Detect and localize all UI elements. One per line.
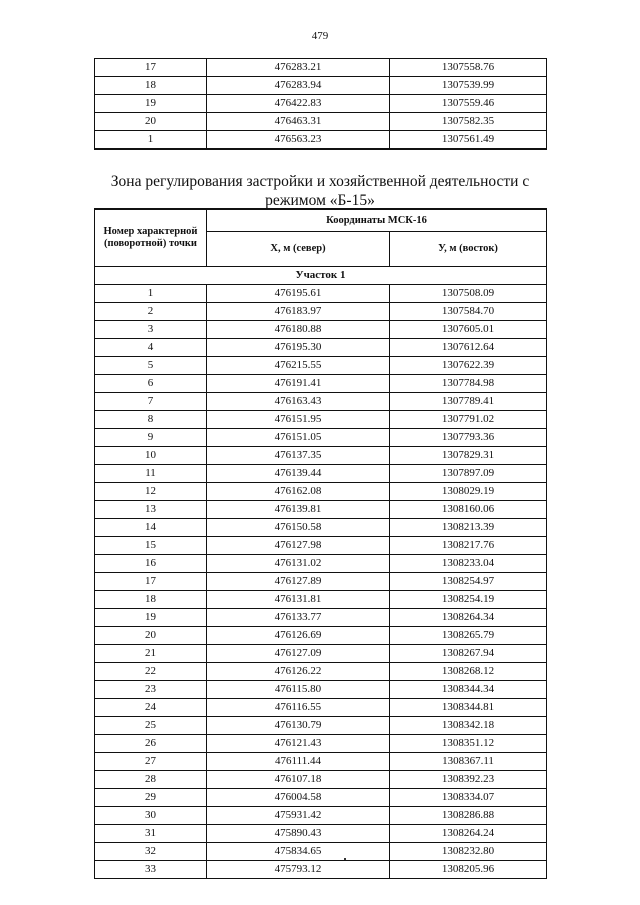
x-coordinate-cell: 476191.41 <box>207 375 390 393</box>
y-coordinate-cell: 1307582.35 <box>390 113 547 131</box>
x-coordinate-cell: 476163.43 <box>207 393 390 411</box>
point-number-cell: 6 <box>95 375 207 393</box>
table-row <box>95 771 547 789</box>
x-coordinate-cell: 476004.58 <box>207 789 390 807</box>
point-number-cell: 7 <box>95 393 207 411</box>
header-coordinates: Координаты МСК-16 <box>207 209 547 232</box>
y-coordinate-cell: 1308233.04 <box>390 555 547 573</box>
y-coordinate-cell: 1307789.41 <box>390 393 547 411</box>
point-number-cell: 22 <box>95 663 207 681</box>
point-number-cell: 1 <box>95 131 207 150</box>
y-coordinate-cell: 1308205.96 <box>390 861 547 879</box>
x-coordinate-cell: 476126.69 <box>207 627 390 645</box>
x-coordinate-cell: 476139.81 <box>207 501 390 519</box>
table-row <box>95 555 547 573</box>
y-coordinate-cell: 1308367.11 <box>390 753 547 771</box>
point-number-cell: 11 <box>95 465 207 483</box>
point-number-cell: 31 <box>95 825 207 843</box>
y-coordinate-cell: 1308334.07 <box>390 789 547 807</box>
y-coordinate-cell: 1308392.23 <box>390 771 547 789</box>
table-row <box>95 303 547 321</box>
point-number-cell: 19 <box>95 95 207 113</box>
point-number-cell: 12 <box>95 483 207 501</box>
x-coordinate-cell: 476215.55 <box>207 357 390 375</box>
point-number-cell: 13 <box>95 501 207 519</box>
y-coordinate-cell: 1307829.31 <box>390 447 547 465</box>
point-number-cell: 21 <box>95 645 207 663</box>
y-coordinate-cell: 1308160.06 <box>390 501 547 519</box>
table-row <box>95 285 547 303</box>
y-coordinate-cell: 1307508.09 <box>390 285 547 303</box>
table-row <box>95 645 547 663</box>
section-row <box>95 267 547 285</box>
y-coordinate-cell: 1308344.81 <box>390 699 547 717</box>
y-coordinate-cell: 1308342.18 <box>390 717 547 735</box>
top-table-body <box>95 59 547 150</box>
x-coordinate-cell: 476151.95 <box>207 411 390 429</box>
table-row <box>95 843 547 861</box>
point-number-cell: 27 <box>95 753 207 771</box>
table-row <box>95 59 547 77</box>
table-row <box>95 393 547 411</box>
x-coordinate-cell: 476131.81 <box>207 591 390 609</box>
table-row <box>95 681 547 699</box>
x-coordinate-cell: 476195.61 <box>207 285 390 303</box>
header-point-number: Номер характерной (поворотной) точки <box>95 209 207 267</box>
x-coordinate-cell: 476127.98 <box>207 537 390 555</box>
point-number-cell: 26 <box>95 735 207 753</box>
point-number-cell: 3 <box>95 321 207 339</box>
point-number-cell: 4 <box>95 339 207 357</box>
point-number-cell: 29 <box>95 789 207 807</box>
y-coordinate-cell: 1308344.34 <box>390 681 547 699</box>
y-coordinate-cell: 1307558.76 <box>390 59 547 77</box>
x-coordinate-cell: 476195.30 <box>207 339 390 357</box>
point-number-cell: 28 <box>95 771 207 789</box>
x-coordinate-cell: 476563.23 <box>207 131 390 150</box>
point-number-cell: 23 <box>95 681 207 699</box>
point-number-cell: 5 <box>95 357 207 375</box>
x-coordinate-cell: 476126.22 <box>207 663 390 681</box>
y-coordinate-cell: 1308265.79 <box>390 627 547 645</box>
point-number-cell: 10 <box>95 447 207 465</box>
y-coordinate-cell: 1308286.88 <box>390 807 547 825</box>
x-coordinate-cell: 476121.43 <box>207 735 390 753</box>
table-row <box>95 717 547 735</box>
x-coordinate-cell: 476162.08 <box>207 483 390 501</box>
table-row <box>95 447 547 465</box>
x-coordinate-cell: 476180.88 <box>207 321 390 339</box>
table-row <box>95 753 547 771</box>
header-y-east: У, м (восток) <box>390 232 547 267</box>
point-number-cell: 8 <box>95 411 207 429</box>
point-number-cell: 24 <box>95 699 207 717</box>
table-row <box>95 807 547 825</box>
table-row <box>95 861 547 879</box>
y-coordinate-cell: 1308268.12 <box>390 663 547 681</box>
main-coordinates-table <box>94 208 547 879</box>
x-coordinate-cell: 476139.44 <box>207 465 390 483</box>
page-number: 479 <box>311 30 329 42</box>
x-coordinate-cell: 476183.97 <box>207 303 390 321</box>
table-row <box>95 627 547 645</box>
y-coordinate-cell: 1308267.94 <box>390 645 547 663</box>
table-row <box>95 663 547 681</box>
table-row <box>95 131 547 150</box>
y-coordinate-cell: 1307784.98 <box>390 375 547 393</box>
header-x-north: Х, м (север) <box>207 232 390 267</box>
point-number-cell: 17 <box>95 59 207 77</box>
x-coordinate-cell: 476130.79 <box>207 717 390 735</box>
top-coordinates-table <box>94 58 547 150</box>
x-coordinate-cell: 476283.94 <box>207 77 390 95</box>
table-row <box>95 429 547 447</box>
x-coordinate-cell: 476283.21 <box>207 59 390 77</box>
x-coordinate-cell: 476116.55 <box>207 699 390 717</box>
x-coordinate-cell: 476150.58 <box>207 519 390 537</box>
x-coordinate-cell: 476137.35 <box>207 447 390 465</box>
point-number-cell: 25 <box>95 717 207 735</box>
table-row <box>95 825 547 843</box>
point-number-cell: 30 <box>95 807 207 825</box>
y-coordinate-cell: 1307622.39 <box>390 357 547 375</box>
x-coordinate-cell: 476127.89 <box>207 573 390 591</box>
point-number-cell: 17 <box>95 573 207 591</box>
y-coordinate-cell: 1307559.46 <box>390 95 547 113</box>
table-row <box>95 591 547 609</box>
table-row <box>95 699 547 717</box>
y-coordinate-cell: 1308264.24 <box>390 825 547 843</box>
x-coordinate-cell: 476131.02 <box>207 555 390 573</box>
table-row <box>95 735 547 753</box>
x-coordinate-cell: 476151.05 <box>207 429 390 447</box>
table-row <box>95 411 547 429</box>
table-row <box>95 483 547 501</box>
x-coordinate-cell: 476127.09 <box>207 645 390 663</box>
x-coordinate-cell: 475890.43 <box>207 825 390 843</box>
y-coordinate-cell: 1308264.34 <box>390 609 547 627</box>
y-coordinate-cell: 1307612.64 <box>390 339 547 357</box>
table-row <box>95 501 547 519</box>
table-row <box>95 465 547 483</box>
x-coordinate-cell: 476422.83 <box>207 95 390 113</box>
y-coordinate-cell: 1307791.02 <box>390 411 547 429</box>
zone-title: Зона регулирования застройки и хозяйственной деятельности с режимом «Б-15» <box>110 173 530 209</box>
point-number-cell: 18 <box>95 591 207 609</box>
point-number-cell: 32 <box>95 843 207 861</box>
point-number-cell: 20 <box>95 627 207 645</box>
table-row <box>95 321 547 339</box>
table-row <box>95 339 547 357</box>
table-row <box>95 113 547 131</box>
table-row <box>95 375 547 393</box>
table-row <box>95 95 547 113</box>
y-coordinate-cell: 1308254.19 <box>390 591 547 609</box>
main-table-header <box>95 209 547 267</box>
y-coordinate-cell: 1308217.76 <box>390 537 547 555</box>
point-number-cell: 14 <box>95 519 207 537</box>
table-row <box>95 77 547 95</box>
y-coordinate-cell: 1307793.36 <box>390 429 547 447</box>
x-coordinate-cell: 475931.42 <box>207 807 390 825</box>
table-row <box>95 609 547 627</box>
y-coordinate-cell: 1308254.97 <box>390 573 547 591</box>
y-coordinate-cell: 1307584.70 <box>390 303 547 321</box>
y-coordinate-cell: 1307605.01 <box>390 321 547 339</box>
point-number-cell: 15 <box>95 537 207 555</box>
y-coordinate-cell: 1308232.80 <box>390 843 547 861</box>
stray-mark <box>344 858 346 860</box>
x-coordinate-cell: 476115.80 <box>207 681 390 699</box>
table-row <box>95 519 547 537</box>
x-coordinate-cell: 475834.65 <box>207 843 390 861</box>
x-coordinate-cell: 476463.31 <box>207 113 390 131</box>
x-coordinate-cell: 476111.44 <box>207 753 390 771</box>
point-number-cell: 2 <box>95 303 207 321</box>
point-number-cell: 1 <box>95 285 207 303</box>
y-coordinate-cell: 1307561.49 <box>390 131 547 150</box>
x-coordinate-cell: 475793.12 <box>207 861 390 879</box>
section-label: Участок 1 <box>95 267 547 285</box>
table-row <box>95 537 547 555</box>
table-row <box>95 573 547 591</box>
y-coordinate-cell: 1308213.39 <box>390 519 547 537</box>
y-coordinate-cell: 1308029.19 <box>390 483 547 501</box>
point-number-cell: 18 <box>95 77 207 95</box>
y-coordinate-cell: 1308351.12 <box>390 735 547 753</box>
table-row <box>95 789 547 807</box>
y-coordinate-cell: 1307539.99 <box>390 77 547 95</box>
point-number-cell: 16 <box>95 555 207 573</box>
point-number-cell: 20 <box>95 113 207 131</box>
main-table-body <box>95 267 547 879</box>
x-coordinate-cell: 476133.77 <box>207 609 390 627</box>
x-coordinate-cell: 476107.18 <box>207 771 390 789</box>
table-row <box>95 357 547 375</box>
point-number-cell: 9 <box>95 429 207 447</box>
y-coordinate-cell: 1307897.09 <box>390 465 547 483</box>
point-number-cell: 33 <box>95 861 207 879</box>
point-number-cell: 19 <box>95 609 207 627</box>
